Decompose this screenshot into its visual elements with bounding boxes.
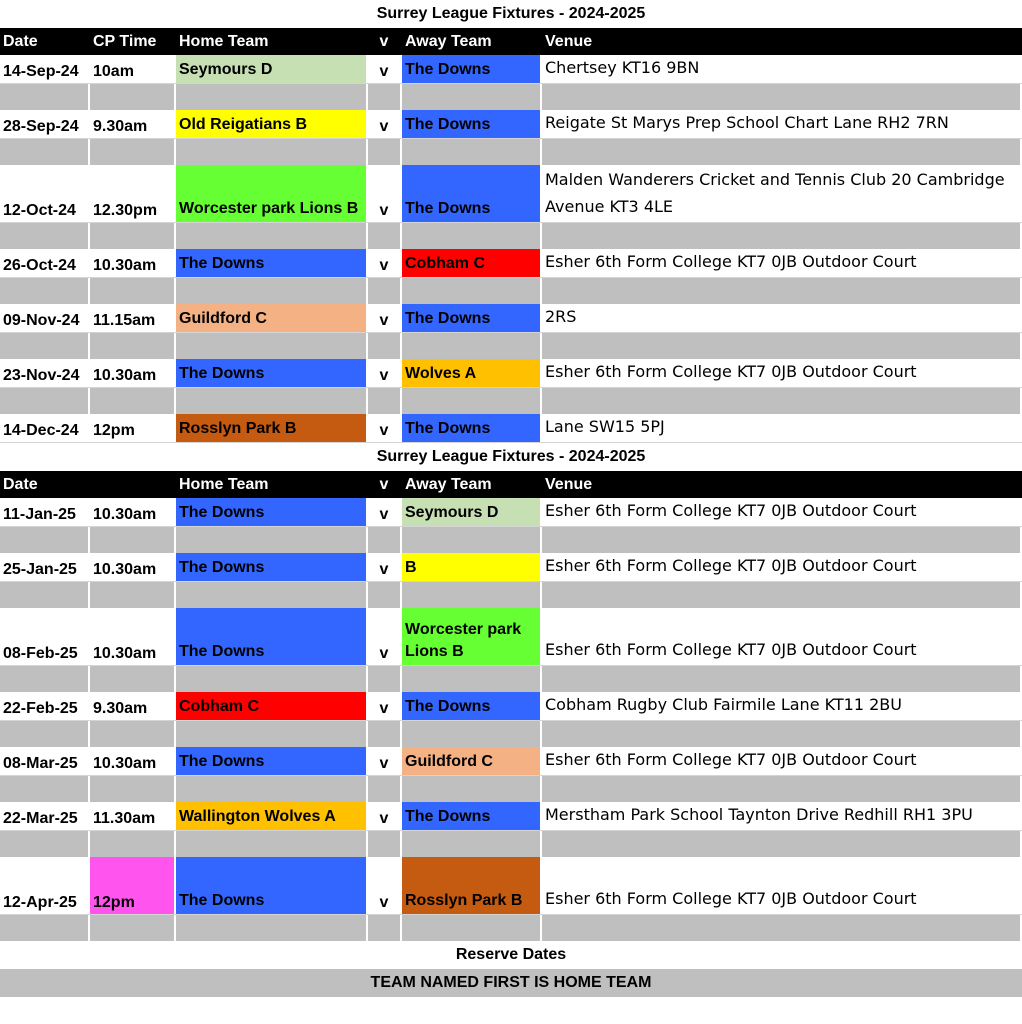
- header-row: [0, 28, 1022, 55]
- fixture-date: 26-Oct-24: [0, 249, 90, 277]
- header-home: Home Team: [176, 28, 368, 55]
- fixture-venue: Reigate St Marys Prep School Chart Lane RH2 7RN: [545, 113, 949, 132]
- separator-cell: [90, 776, 176, 802]
- separator-cell: [368, 915, 402, 941]
- fixture-venue: Cobham Rugby Club Fairmile Lane KT11 2BU: [545, 695, 902, 714]
- fixture-list: [0, 55, 1022, 443]
- row-separator: [0, 333, 1022, 359]
- separator-cell: [90, 84, 176, 110]
- separator-cell: [176, 776, 368, 802]
- away-team: The Downs: [402, 110, 542, 138]
- separator-cell: [0, 388, 90, 414]
- header-time: CP Time: [90, 28, 176, 55]
- fixture-date: 14-Dec-24: [0, 414, 90, 442]
- header-date: Date: [0, 471, 90, 498]
- separator-cell: [542, 721, 1022, 747]
- separator-cell: [542, 223, 1022, 249]
- separator-cell: [0, 223, 90, 249]
- fixture-venue: Merstham Park School Taynton Drive Redhill RH1 3PU: [545, 805, 973, 824]
- separator-cell: [542, 915, 1022, 941]
- fixture-time: 10.30am: [90, 608, 176, 665]
- separator-cell: [0, 139, 90, 165]
- separator-cell: [542, 666, 1022, 692]
- fixture-row: [0, 304, 1022, 333]
- fixture-date: 22-Feb-25: [0, 692, 90, 720]
- versus-label: v: [368, 608, 402, 665]
- separator-cell: [402, 582, 542, 608]
- separator-cell: [368, 582, 402, 608]
- versus-label: v: [368, 692, 402, 720]
- separator-cell: [90, 223, 176, 249]
- versus-label: v: [368, 414, 402, 442]
- fixture-time: 9.30am: [90, 110, 176, 138]
- separator-cell: [402, 278, 542, 304]
- home-team: The Downs: [176, 498, 368, 526]
- away-team: Rosslyn Park B: [402, 857, 542, 914]
- fixture-date: 23-Nov-24: [0, 359, 90, 387]
- fixture-date: 25-Jan-25: [0, 553, 90, 581]
- separator-cell: [176, 915, 368, 941]
- home-team: Old Reigatians B: [176, 110, 368, 138]
- separator-cell: [90, 721, 176, 747]
- versus-label: v: [368, 747, 402, 775]
- separator-cell: [176, 527, 368, 553]
- separator-cell: [176, 84, 368, 110]
- versus-label: v: [368, 165, 402, 222]
- separator-cell: [176, 139, 368, 165]
- separator-cell: [90, 527, 176, 553]
- section-title: Surrey League Fixtures - 2024-2025: [376, 448, 646, 465]
- versus-label: v: [368, 802, 402, 830]
- fixture-date: 28-Sep-24: [0, 110, 90, 138]
- separator-cell: [368, 776, 402, 802]
- header-away: Away Team: [402, 471, 542, 498]
- away-team: Guildford C: [402, 747, 542, 775]
- separator-cell: [368, 223, 402, 249]
- fixture-row: [0, 802, 1022, 831]
- away-team: The Downs: [402, 414, 542, 442]
- fixture-date: 12-Apr-25: [0, 857, 90, 914]
- header-v: v: [368, 471, 402, 498]
- versus-label: v: [368, 55, 402, 83]
- fixture-venue: Lane SW15 5PJ: [545, 417, 665, 436]
- separator-cell: [368, 666, 402, 692]
- separator-cell: [90, 278, 176, 304]
- fixture-venue: Esher 6th Form College KT7 0JB Outdoor Court: [545, 501, 917, 520]
- row-separator: [0, 278, 1022, 304]
- fixture-time: 12.30pm: [90, 165, 176, 222]
- separator-cell: [0, 776, 90, 802]
- fixture-venue: Esher 6th Form College KT7 0JB Outdoor Court: [545, 889, 917, 908]
- row-separator: [0, 223, 1022, 249]
- home-team: Guildford C: [176, 304, 368, 332]
- fixture-venue: Esher 6th Form College KT7 0JB Outdoor Court: [545, 556, 917, 575]
- versus-label: v: [368, 359, 402, 387]
- versus-label: v: [368, 110, 402, 138]
- fixture-date: 09-Nov-24: [0, 304, 90, 332]
- separator-cell: [90, 915, 176, 941]
- away-team: B: [402, 553, 542, 581]
- separator-cell: [0, 84, 90, 110]
- versus-label: v: [368, 857, 402, 914]
- separator-cell: [176, 582, 368, 608]
- fixture-row: [0, 692, 1022, 721]
- fixture-venue: Esher 6th Form College KT7 0JB Outdoor Court: [545, 252, 917, 271]
- separator-cell: [402, 333, 542, 359]
- header-venue: Venue: [542, 471, 1022, 498]
- versus-label: v: [368, 304, 402, 332]
- separator-cell: [368, 333, 402, 359]
- home-team: The Downs: [176, 857, 368, 914]
- away-team: Worcester park Lions B: [402, 608, 542, 665]
- separator-cell: [176, 388, 368, 414]
- home-team: The Downs: [176, 359, 368, 387]
- fixture-venue: Chertsey KT16 9BN: [545, 58, 700, 77]
- versus-label: v: [368, 553, 402, 581]
- fixture-list: [0, 498, 1022, 941]
- separator-cell: [402, 915, 542, 941]
- separator-cell: [542, 278, 1022, 304]
- fixture-row: [0, 498, 1022, 527]
- home-team: The Downs: [176, 747, 368, 775]
- separator-cell: [402, 139, 542, 165]
- away-team: The Downs: [402, 55, 542, 83]
- header-time: [90, 471, 176, 498]
- separator-cell: [402, 666, 542, 692]
- away-team: The Downs: [402, 692, 542, 720]
- fixture-row: [0, 414, 1022, 443]
- separator-cell: [0, 721, 90, 747]
- row-separator: [0, 139, 1022, 165]
- row-separator: [0, 721, 1022, 747]
- separator-cell: [368, 139, 402, 165]
- header-date: Date: [0, 28, 90, 55]
- separator-cell: [542, 388, 1022, 414]
- separator-cell: [542, 582, 1022, 608]
- fixture-venue: Esher 6th Form College KT7 0JB Outdoor Court: [545, 750, 917, 769]
- separator-cell: [90, 333, 176, 359]
- home-team: Cobham C: [176, 692, 368, 720]
- separator-cell: [90, 831, 176, 857]
- separator-cell: [542, 776, 1022, 802]
- away-team: Cobham C: [402, 249, 542, 277]
- separator-cell: [542, 139, 1022, 165]
- fixture-row: [0, 110, 1022, 139]
- fixture-row: [0, 747, 1022, 776]
- section-title: Surrey League Fixtures - 2024-2025: [376, 5, 646, 22]
- row-separator: [0, 84, 1022, 110]
- separator-cell: [176, 666, 368, 692]
- away-team: The Downs: [402, 802, 542, 830]
- separator-cell: [368, 388, 402, 414]
- fixture-date: 14-Sep-24: [0, 55, 90, 83]
- away-team: Seymours D: [402, 498, 542, 526]
- home-team: The Downs: [176, 249, 368, 277]
- fixture-row: [0, 553, 1022, 582]
- separator-cell: [368, 84, 402, 110]
- separator-cell: [90, 388, 176, 414]
- row-separator: [0, 915, 1022, 941]
- fixture-date: 08-Feb-25: [0, 608, 90, 665]
- fixture-time: 10am: [90, 55, 176, 83]
- header-row: [0, 471, 1022, 498]
- home-team: Seymours D: [176, 55, 368, 83]
- separator-cell: [0, 278, 90, 304]
- row-separator: [0, 776, 1022, 802]
- home-team-note: TEAM NAMED FIRST IS HOME TEAM: [0, 969, 1022, 997]
- separator-cell: [402, 223, 542, 249]
- separator-cell: [402, 388, 542, 414]
- separator-cell: [176, 223, 368, 249]
- header-away: Away Team: [402, 28, 542, 55]
- home-team: Worcester park Lions B: [176, 165, 368, 222]
- row-separator: [0, 666, 1022, 692]
- separator-cell: [0, 915, 90, 941]
- separator-cell: [90, 666, 176, 692]
- separator-cell: [90, 582, 176, 608]
- fixture-date: 11-Jan-25: [0, 498, 90, 526]
- separator-cell: [402, 84, 542, 110]
- fixture-date: 22-Mar-25: [0, 802, 90, 830]
- fixture-date: 08-Mar-25: [0, 747, 90, 775]
- separator-cell: [542, 84, 1022, 110]
- fixture-time: 11.30am: [90, 802, 176, 830]
- home-team: The Downs: [176, 553, 368, 581]
- separator-cell: [0, 666, 90, 692]
- separator-cell: [0, 527, 90, 553]
- versus-label: v: [368, 498, 402, 526]
- fixture-time: 10.30am: [90, 553, 176, 581]
- fixture-time: 10.30am: [90, 498, 176, 526]
- row-separator: [0, 831, 1022, 857]
- separator-cell: [368, 527, 402, 553]
- separator-cell: [176, 333, 368, 359]
- fixture-row: [0, 249, 1022, 278]
- fixture-venue: Esher 6th Form College KT7 0JB Outdoor Court: [545, 640, 917, 659]
- header-venue: Venue: [542, 28, 1022, 55]
- fixture-row: [0, 857, 1022, 915]
- fixture-date: 12-Oct-24: [0, 165, 90, 222]
- separator-cell: [0, 831, 90, 857]
- fixture-venue: Esher 6th Form College KT7 0JB Outdoor Court: [545, 362, 917, 381]
- home-team: Rosslyn Park B: [176, 414, 368, 442]
- header-home: Home Team: [176, 471, 368, 498]
- row-separator: [0, 388, 1022, 414]
- row-separator: [0, 527, 1022, 553]
- away-team: Wolves A: [402, 359, 542, 387]
- reserve-dates: Reserve Dates: [455, 946, 567, 963]
- fixture-venue: Malden Wanderers Cricket and Tennis Club 20 Cambridge Avenue KT3 4LE: [545, 170, 1005, 216]
- fixture-time: 10.30am: [90, 359, 176, 387]
- separator-cell: [542, 527, 1022, 553]
- separator-cell: [176, 831, 368, 857]
- away-team: The Downs: [402, 165, 542, 222]
- separator-cell: [368, 278, 402, 304]
- fixture-time: 12pm: [90, 414, 176, 442]
- fixture-time: 11.15am: [90, 304, 176, 332]
- fixture-row: [0, 165, 1022, 223]
- separator-cell: [402, 527, 542, 553]
- separator-cell: [0, 333, 90, 359]
- separator-cell: [542, 831, 1022, 857]
- away-team: The Downs: [402, 304, 542, 332]
- separator-cell: [368, 721, 402, 747]
- fixture-row: [0, 359, 1022, 388]
- separator-cell: [90, 139, 176, 165]
- home-team: The Downs: [176, 608, 368, 665]
- fixture-time: 12pm: [90, 857, 176, 914]
- row-separator: [0, 582, 1022, 608]
- separator-cell: [402, 776, 542, 802]
- fixture-venue: 2RS: [545, 307, 577, 326]
- versus-label: v: [368, 249, 402, 277]
- fixture-time: 10.30am: [90, 249, 176, 277]
- separator-cell: [176, 721, 368, 747]
- fixture-time: 9.30am: [90, 692, 176, 720]
- separator-cell: [0, 582, 90, 608]
- separator-cell: [402, 831, 542, 857]
- separator-cell: [402, 721, 542, 747]
- fixture-row: [0, 608, 1022, 666]
- fixture-time: 10.30am: [90, 747, 176, 775]
- header-v: v: [368, 28, 402, 55]
- separator-cell: [542, 333, 1022, 359]
- separator-cell: [176, 278, 368, 304]
- home-team: Wallington Wolves A: [176, 802, 368, 830]
- fixture-row: [0, 55, 1022, 84]
- separator-cell: [368, 831, 402, 857]
